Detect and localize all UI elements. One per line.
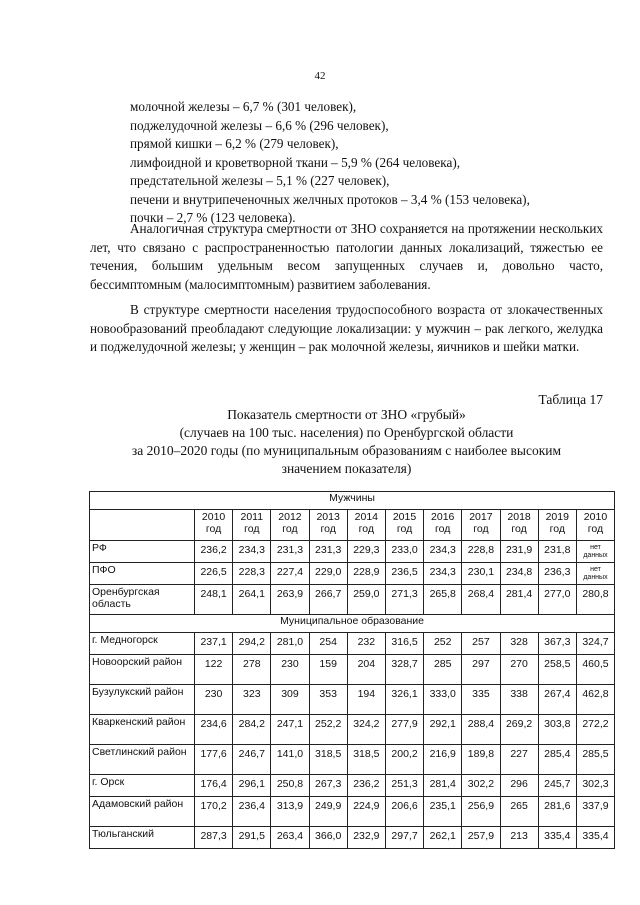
table-cell: 233,0 — [385, 541, 423, 563]
table-cell: 232 — [347, 633, 385, 655]
table-cell: 230,1 — [462, 563, 500, 585]
table-cell: 302,2 — [462, 775, 500, 797]
table-cell: 285,4 — [538, 745, 576, 775]
table-cell: 324,7 — [576, 633, 614, 655]
table-cell: 335 — [462, 685, 500, 715]
row-name: г. Медногорск — [90, 633, 195, 655]
table-cell: 288,4 — [462, 715, 500, 745]
year-value: 2014 — [354, 511, 379, 523]
year-value: 2018 — [507, 511, 531, 523]
row-name: Кваркенский район — [90, 715, 195, 745]
table-cell: 318,5 — [309, 745, 347, 775]
table-cell: 272,2 — [576, 715, 614, 745]
table-year-header — [233, 510, 271, 541]
table-cell: 256,9 — [462, 797, 500, 827]
table-section-header: Муниципальное образование — [90, 615, 615, 633]
table-cell: 228,9 — [347, 563, 385, 585]
table-row — [90, 685, 615, 715]
table-cell: 284,2 — [233, 715, 271, 745]
table-cell: 335,4 — [576, 827, 614, 849]
year-value: 2011 — [240, 511, 264, 523]
table-cell: 230 — [195, 685, 233, 715]
table-cell: 236,4 — [233, 797, 271, 827]
table-cell: 236,2 — [347, 775, 385, 797]
table-cell: 366,0 — [309, 827, 347, 849]
table-cell: 237,1 — [195, 633, 233, 655]
table-cell: 268,4 — [462, 585, 500, 615]
table-cell: 285 — [424, 655, 462, 685]
table-row — [90, 655, 615, 685]
year-suffix: год — [587, 523, 604, 535]
table-cell: 277,9 — [385, 715, 423, 745]
table-cell: 328,7 — [385, 655, 423, 685]
table-cell: 236,3 — [538, 563, 576, 585]
row-name: Новоорский район — [90, 655, 195, 685]
table-cell: 254 — [309, 633, 347, 655]
table-cell: 170,2 — [195, 797, 233, 827]
table-row — [90, 827, 615, 849]
table-cell — [576, 541, 614, 563]
table-cell: 249,9 — [309, 797, 347, 827]
table-cell: 141,0 — [271, 745, 309, 775]
table-cell: 316,5 — [385, 633, 423, 655]
table-cell: 206,6 — [385, 797, 423, 827]
year-value: 2015 — [392, 511, 417, 523]
year-suffix: год — [549, 523, 565, 535]
list-item: прямой кишки – 6,2 % (279 человек), — [130, 136, 339, 151]
list-item: печени и внутрипеченочных желчных протоков – 3,4 % (153 человека), — [130, 191, 530, 207]
table-year-header — [347, 510, 385, 541]
table-cell: 229,0 — [309, 563, 347, 585]
table-cell: 302,3 — [576, 775, 614, 797]
table-cell: 250,8 — [271, 775, 309, 797]
table-cell: 200,2 — [385, 745, 423, 775]
table-cell: 213 — [500, 827, 538, 849]
table-cell: 326,1 — [385, 685, 423, 715]
table-row — [90, 585, 615, 615]
table-title-line: Показатель смертности от ЗНО «грубый» — [227, 407, 466, 422]
table-cell: 232,9 — [347, 827, 385, 849]
table-section-row — [90, 615, 615, 633]
table-cell: 296,1 — [233, 775, 271, 797]
table-cell: 324,2 — [347, 715, 385, 745]
row-name: г. Орск — [90, 775, 195, 797]
table-cell: 281,6 — [538, 797, 576, 827]
year-value: 2010 — [201, 511, 226, 523]
table-year-header — [538, 510, 576, 541]
table-cell: 263,4 — [271, 827, 309, 849]
table-cell: 460,5 — [576, 655, 614, 685]
table-cell: 159 — [309, 655, 347, 685]
table-cell: 122 — [195, 655, 233, 685]
row-name: Светлинский район — [90, 745, 195, 775]
table-cell: 251,3 — [385, 775, 423, 797]
table-cell: 228,3 — [233, 563, 271, 585]
table-cell: 297,7 — [385, 827, 423, 849]
table-cell: 309 — [271, 685, 309, 715]
table-cell: 277,0 — [538, 585, 576, 615]
table-cell: 353 — [309, 685, 347, 715]
table-cell — [576, 563, 614, 585]
table-year-header — [576, 510, 614, 541]
table-cell: 224,9 — [347, 797, 385, 827]
table-cell: 267,3 — [309, 775, 347, 797]
table-cell: 313,9 — [271, 797, 309, 827]
year-suffix: год — [244, 523, 260, 535]
table-cell: 280,8 — [576, 585, 614, 615]
year-suffix: год — [511, 523, 527, 535]
table-row — [90, 775, 615, 797]
year-value: 2019 — [545, 511, 569, 523]
year-value: 2016 — [431, 511, 455, 523]
table-header-row — [90, 510, 615, 541]
row-name: Адамовский район — [90, 797, 195, 827]
table-cell: 292,1 — [424, 715, 462, 745]
year-value: 2013 — [316, 511, 340, 523]
table-cell: 236,2 — [195, 541, 233, 563]
row-name: Тюльганский — [90, 827, 195, 849]
row-name: Оренбургская область — [90, 585, 195, 615]
table-cell: 265,8 — [424, 585, 462, 615]
table-cell: 287,3 — [195, 827, 233, 849]
cell-note: нет данных — [583, 544, 608, 559]
table-cell: 266,7 — [309, 585, 347, 615]
list-item: молочной железы – 6,7 % (301 человек), — [130, 99, 357, 114]
table-cell: 236,5 — [385, 563, 423, 585]
table-cell: 227 — [500, 745, 538, 775]
table-cell: 245,7 — [538, 775, 576, 797]
table-cell: 337,9 — [576, 797, 614, 827]
table-cell: 265 — [500, 797, 538, 827]
table-cell: 335,4 — [538, 827, 576, 849]
table-cell: 462,8 — [576, 685, 614, 715]
table-cell: 229,3 — [347, 541, 385, 563]
row-name: ПФО — [90, 563, 195, 585]
table-cell: 291,5 — [233, 827, 271, 849]
table-cell: 216,9 — [424, 745, 462, 775]
table-header-empty — [90, 510, 195, 541]
table-cell: 252,2 — [309, 715, 347, 745]
year-suffix: год — [396, 523, 413, 535]
table-cell: 270 — [500, 655, 538, 685]
table-cell: 328 — [500, 633, 538, 655]
list-item: лимфоидной и кроветворной ткани – 5,9 % (264 человека), — [130, 154, 461, 170]
table-year-header — [500, 510, 538, 541]
table-cell: 231,3 — [309, 541, 347, 563]
table-cell: 278 — [233, 655, 271, 685]
table-row — [90, 797, 615, 827]
table-cell: 234,3 — [233, 541, 271, 563]
table-cell: 227,4 — [271, 563, 309, 585]
table-cell: 263,9 — [271, 585, 309, 615]
table-cell: 257 — [462, 633, 500, 655]
table-cell: 318,5 — [347, 745, 385, 775]
table-cell: 234,3 — [424, 541, 462, 563]
table-cell: 194 — [347, 685, 385, 715]
table-cell: 271,3 — [385, 585, 423, 615]
table-row — [90, 563, 615, 585]
row-name: РФ — [90, 541, 195, 563]
table-cell: 367,3 — [538, 633, 576, 655]
table-year-header — [195, 510, 233, 541]
table-cell: 285,5 — [576, 745, 614, 775]
paragraph-structure: Аналогичная структура смертности от ЗНО сохраняется на протяжении нескольких лет, что связано с распространенностью патологии данных локализаций, тяжестью ее течения, большим удельным весом запущенных случаев и, довольно часто, бессимптомным (малосимптомным) развитием заболевания. — [90, 221, 603, 292]
table-section-header: Мужчины — [90, 492, 615, 510]
table-cell: 234,6 — [195, 715, 233, 745]
year-suffix: год — [435, 523, 451, 535]
mortality-table — [89, 491, 615, 849]
table-cell: 338 — [500, 685, 538, 715]
table-cell: 231,9 — [500, 541, 538, 563]
table-cell: 235,1 — [424, 797, 462, 827]
table-cell: 281,4 — [424, 775, 462, 797]
table-label: Таблица 17 — [538, 392, 603, 407]
table-cell: 281,0 — [271, 633, 309, 655]
page-number: 42 — [314, 70, 326, 82]
year-value: 2017 — [469, 511, 493, 523]
year-suffix: год — [282, 523, 298, 535]
table-cell: 257,9 — [462, 827, 500, 849]
table-cell: 267,4 — [538, 685, 576, 715]
table-cell: 303,8 — [538, 715, 576, 745]
table-cell: 296 — [500, 775, 538, 797]
table-cell: 234,3 — [424, 563, 462, 585]
table-year-header — [424, 510, 462, 541]
year-value: 2010 — [583, 511, 608, 523]
table-cell: 231,3 — [271, 541, 309, 563]
table-cell: 248,1 — [195, 585, 233, 615]
table-row — [90, 715, 615, 745]
year-suffix: год — [205, 523, 222, 535]
table-row — [90, 633, 615, 655]
table-year-header — [309, 510, 347, 541]
table-row — [90, 541, 615, 563]
table-cell: 323 — [233, 685, 271, 715]
table-cell: 177,6 — [195, 745, 233, 775]
list-item: предстательной железы – 5,1 % (227 человек), — [130, 173, 390, 188]
table-cell: 189,8 — [462, 745, 500, 775]
localization-list — [130, 98, 530, 228]
table-cell: 297 — [462, 655, 500, 685]
paragraph-working-age: В структуре смертности населения трудоспособного возраста от злокачественных новообразований преобладают следующие локализации: у мужчин – рак легкого, желудка и поджелудочной железы; у женщин – рак молочной железы, яичников и шейки матки. — [90, 302, 603, 355]
table-cell: 259,0 — [347, 585, 385, 615]
table-year-header — [385, 510, 423, 541]
year-value: 2012 — [278, 511, 302, 523]
table-title-line: значением показателя) — [281, 461, 412, 476]
table-year-header — [462, 510, 500, 541]
table-title — [90, 406, 603, 478]
row-name: Бузулукский район — [90, 685, 195, 715]
table-row — [90, 745, 615, 775]
table-cell: 247,1 — [271, 715, 309, 745]
table-title-line: за 2010–2020 годы (по муниципальным образованиям с наиболее высоким — [131, 443, 562, 458]
table-cell: 176,4 — [195, 775, 233, 797]
list-item: почки – 2,7 % (123 человека). — [130, 210, 296, 225]
table-cell: 204 — [347, 655, 385, 685]
table-cell: 246,7 — [233, 745, 271, 775]
table-cell: 262,1 — [424, 827, 462, 849]
table-section-row — [90, 492, 615, 510]
table-cell: 252 — [424, 633, 462, 655]
table-cell: 269,2 — [500, 715, 538, 745]
table-cell: 226,5 — [195, 563, 233, 585]
year-suffix: год — [320, 523, 336, 535]
table-cell: 230 — [271, 655, 309, 685]
list-item: поджелудочной железы – 6,6 % (296 человек), — [130, 117, 389, 133]
table-cell: 264,1 — [233, 585, 271, 615]
table-cell: 294,2 — [233, 633, 271, 655]
table-cell: 231,8 — [538, 541, 576, 563]
table-cell: 228,8 — [462, 541, 500, 563]
table-cell: 333,0 — [424, 685, 462, 715]
table-cell: 234,8 — [500, 563, 538, 585]
year-suffix: год — [473, 523, 489, 535]
table-cell: 258,5 — [538, 655, 576, 685]
table-title-line: (случаев на 100 тыс. населения) по Оренбургской области — [179, 425, 514, 440]
table-year-header — [271, 510, 309, 541]
cell-note: нет данных — [583, 566, 608, 581]
year-suffix: год — [358, 523, 375, 535]
table-cell: 281,4 — [500, 585, 538, 615]
